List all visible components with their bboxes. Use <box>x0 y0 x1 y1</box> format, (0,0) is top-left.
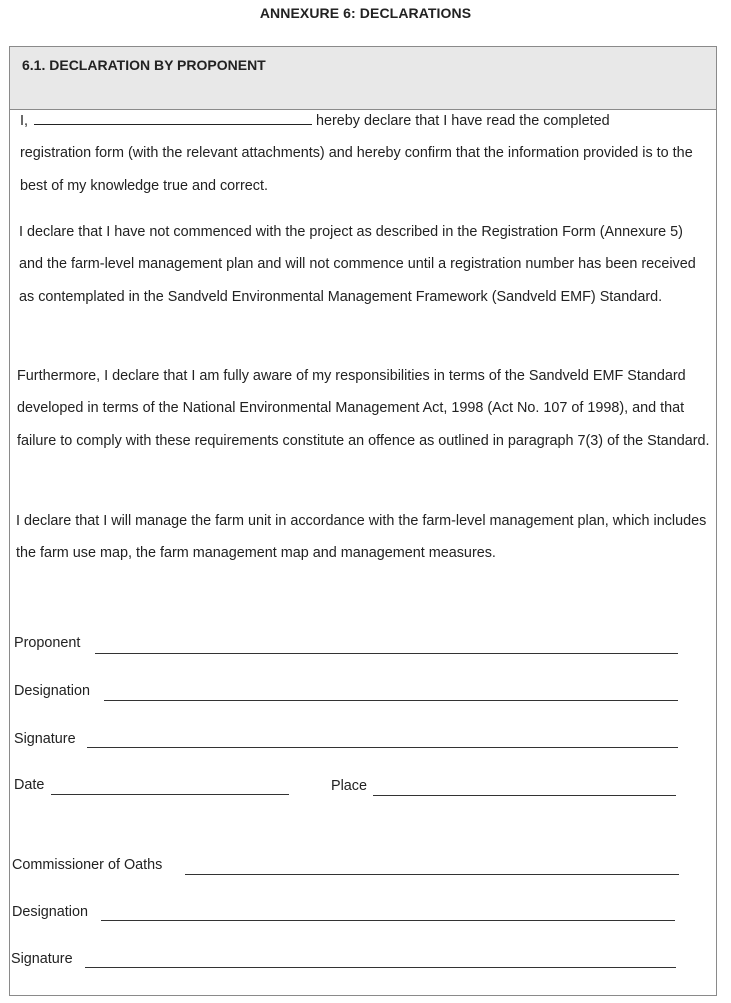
name-blank-field[interactable] <box>34 110 312 125</box>
intro-suffix: hereby declare that I have read the completed <box>316 113 610 129</box>
paragraph-responsibilities: Furthermore, I declare that I am fully aware of my responsibilities in terms of the Sandveld EMF Standard developed in terms of the National Environmental Management Act, 1998 (Act No. 107 of 1998), and that failure to comply with these requirements constitute an offence as outlined in paragraph 7(3) of the Standard. <box>17 368 710 449</box>
proponent-label: Proponent <box>14 635 81 651</box>
section-header <box>10 47 716 110</box>
place-label: Place <box>331 778 367 794</box>
proponent-signature-label: Signature <box>14 731 76 747</box>
place-field[interactable] <box>373 795 676 796</box>
date-label: Date <box>14 777 45 793</box>
intro-paragraph <box>20 105 710 202</box>
intro-prefix: I, <box>20 113 28 129</box>
paragraph-farm-management: I declare that I will manage the farm unit in accordance with the farm-level management plan, which includes the farm use map, the farm management map and management measures. <box>16 513 707 562</box>
commissioner-signature-label: Signature <box>11 951 73 967</box>
proponent-signature-field[interactable] <box>87 747 678 748</box>
proponent-field[interactable] <box>95 653 678 654</box>
proponent-designation-label: Designation <box>14 683 91 699</box>
page-title: ANNEXURE 6: DECLARATIONS <box>259 5 472 21</box>
commissioner-designation-label: Designation <box>12 904 89 920</box>
commissioner-field[interactable] <box>185 874 679 875</box>
commissioner-signature-field[interactable] <box>85 967 676 968</box>
declaration-box <box>9 46 717 996</box>
paragraph-not-commenced: I declare that I have not commenced with the project as described in the Registration Form (Annexure 5) and the farm-level management plan and will not commence until a registration number has been received as contemplated in the Sandveld Environmental Management Framework (Sandveld EMF) Standard. <box>19 224 696 305</box>
intro-rest: registration form (with the relevant attachments) and hereby confirm that the information provided is to the best of my knowledge true and correct. <box>20 145 693 194</box>
proponent-designation-field[interactable] <box>104 700 678 701</box>
commissioner-designation-field[interactable] <box>101 920 675 921</box>
date-field[interactable] <box>51 794 289 795</box>
commissioner-label: Commissioner of Oaths <box>12 857 163 873</box>
section-heading: 6.1. DECLARATION BY PROPONENT <box>22 57 266 73</box>
